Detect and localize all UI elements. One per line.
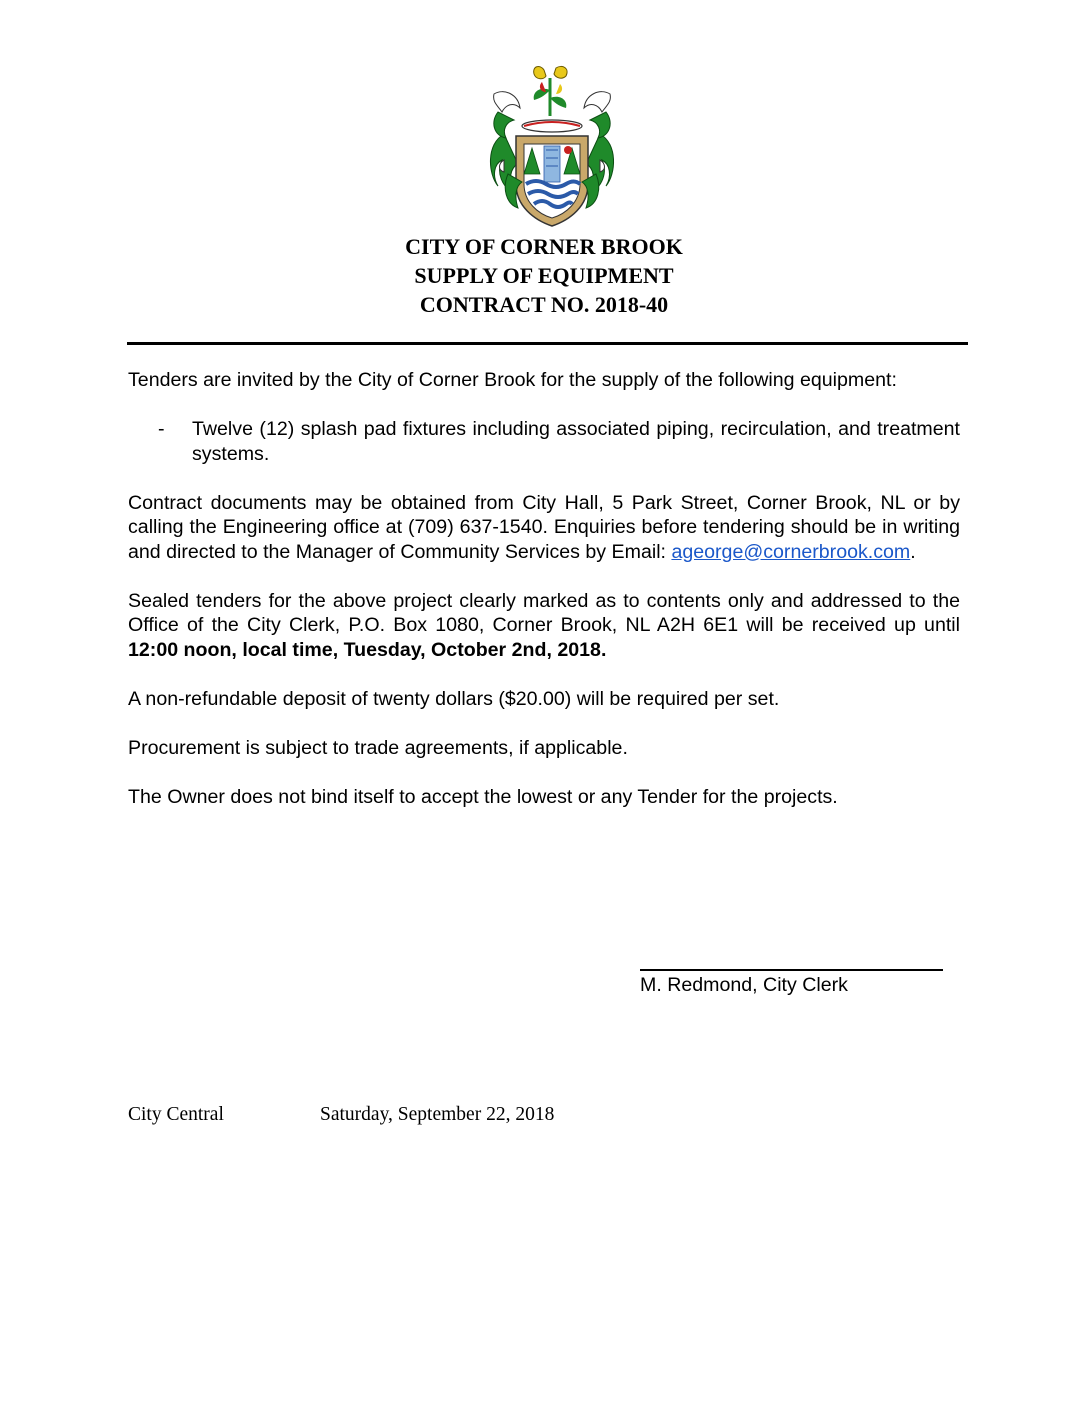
footer-date: Saturday, September 22, 2018 [320, 1104, 555, 1125]
contract-documents-end: . [910, 540, 916, 563]
tender-deadline: 12:00 noon, local time, Tuesday, October 2nd, 2018. [128, 638, 607, 661]
header-divider [127, 342, 968, 345]
title-contract-number: CONTRACT NO. 2018-40 [419, 292, 669, 317]
paragraph-sealed-tenders [128, 589, 960, 663]
tender-body [128, 368, 960, 809]
title-city: CITY OF CORNER BROOK [405, 234, 683, 259]
paragraph-deposit: A non-refundable deposit of twenty dollars ($20.00) will be required per set. [128, 687, 780, 710]
bullet-marker: - [158, 418, 165, 440]
email-link[interactable]: ageorge@cornerbrook.com [671, 540, 911, 563]
city-crest-icon [484, 64, 620, 232]
paragraph-procurement: Procurement is subject to trade agreements, if applicable. [128, 736, 628, 759]
paragraph-invitation: Tenders are invited by the City of Corner Brook for the supply of the following equipment: [128, 369, 897, 391]
document-title [0, 232, 1088, 319]
contract-documents-text: Contract documents may be obtained from City Hall, 5 Park Street, Corner Brook, NL or by calling the Engineering office at (709) 637-1540. Enquiries before tendering should be in writing and directed to the Manager of Community Services by Email: [128, 491, 960, 563]
title-subject: SUPPLY OF EQUIPMENT [414, 263, 674, 288]
equipment-description: Twelve (12) splash pad fixtures including associated piping, recirculation, and treatment systems. [192, 418, 960, 465]
equipment-list-item [128, 417, 960, 466]
paragraph-owner-disclaimer: The Owner does not bind itself to accept the lowest or any Tender for the projects. [128, 785, 838, 808]
footer-publication: City Central [128, 1104, 224, 1125]
paragraph-contract-documents [128, 491, 960, 565]
sealed-tenders-text: Sealed tenders for the above project clearly marked as to contents only and addressed to the Office of the City Clerk, P.O. Box 1080, Corner Brook, NL A2H 6E1 will be received up until [128, 589, 960, 636]
signature-line [640, 969, 943, 971]
signatory-name: M. Redmond, City Clerk [640, 974, 848, 996]
